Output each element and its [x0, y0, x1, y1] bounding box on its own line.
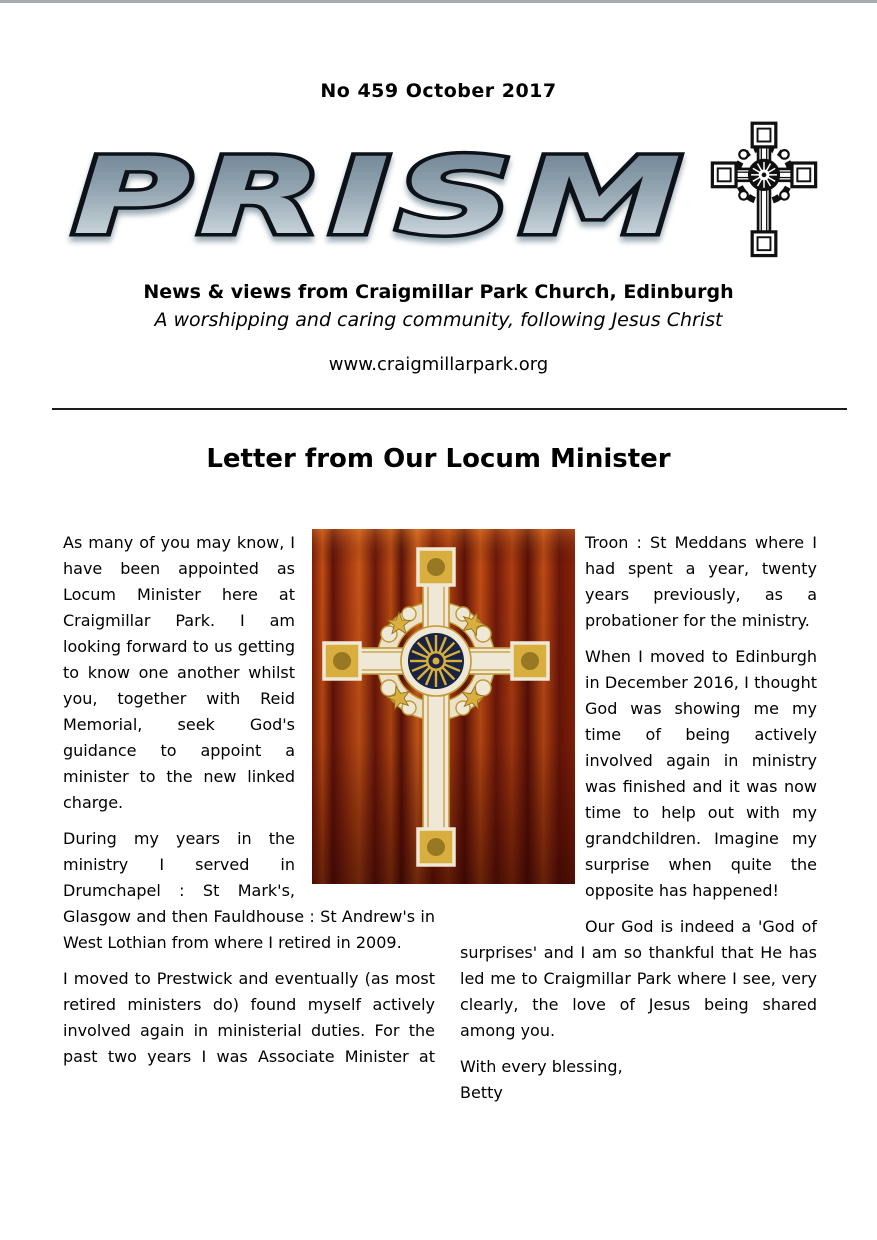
window-edge-strip	[0, 0, 877, 3]
cross-photo	[312, 529, 575, 884]
church-cross-icon	[710, 120, 818, 262]
prism-wordmark-text: PRISM	[72, 136, 688, 254]
divider	[52, 408, 847, 410]
tagline-italic: A worshipping and caring community, following Jesus Christ	[154, 309, 723, 331]
paragraph: When I moved to Edinburgh in December 2016, I thought God was showing me my time of being actively involved again in ministry was finished and it was now time to help out with my grandchildren. Imagine my surprise when quite the opposite has happened!	[585, 647, 817, 900]
paragraph: During my years in the ministry I served in Drumchapel : St Mark's, Glasgow and then Fauldhouse : St Andrew's in West Lothian from where I retired in 2009.	[63, 829, 435, 952]
website-url: www.craigmillarpark.org	[328, 354, 549, 375]
tagline-bold: News & views from Craigmillar Park Church, Edinburgh	[143, 281, 734, 303]
article-title: Letter from Our Locum Minister	[206, 444, 671, 474]
issue-date: No 459 October 2017	[320, 80, 557, 102]
paragraph: Our God is indeed a 'God of surprises' and I am so thankful that He has led me to Craigmillar Park where I see, very clearly, the love of Jesus being shared among you.	[460, 917, 817, 1040]
prism-wordmark	[58, 136, 702, 254]
valediction: With every blessing,	[460, 1057, 623, 1076]
signature: Betty	[460, 1083, 503, 1102]
paragraph: As many of you may know, I have been appointed as Locum Minister here at Craigmillar Park. I am looking forward to us getting to know one another whilst you, together with Reid Memorial, seek God's guidance to appoint a minister to the new linked charge.	[63, 533, 295, 812]
paragraph: Troon : St Meddans where I had spent a year, twenty years previously, as a probationer for the ministry.	[585, 533, 817, 630]
paragraph: I moved to Prestwick and eventually (as most retired ministers do) found myself actively involved again in ministerial duties. For the past two years I was Associate Minister at	[63, 969, 435, 1066]
